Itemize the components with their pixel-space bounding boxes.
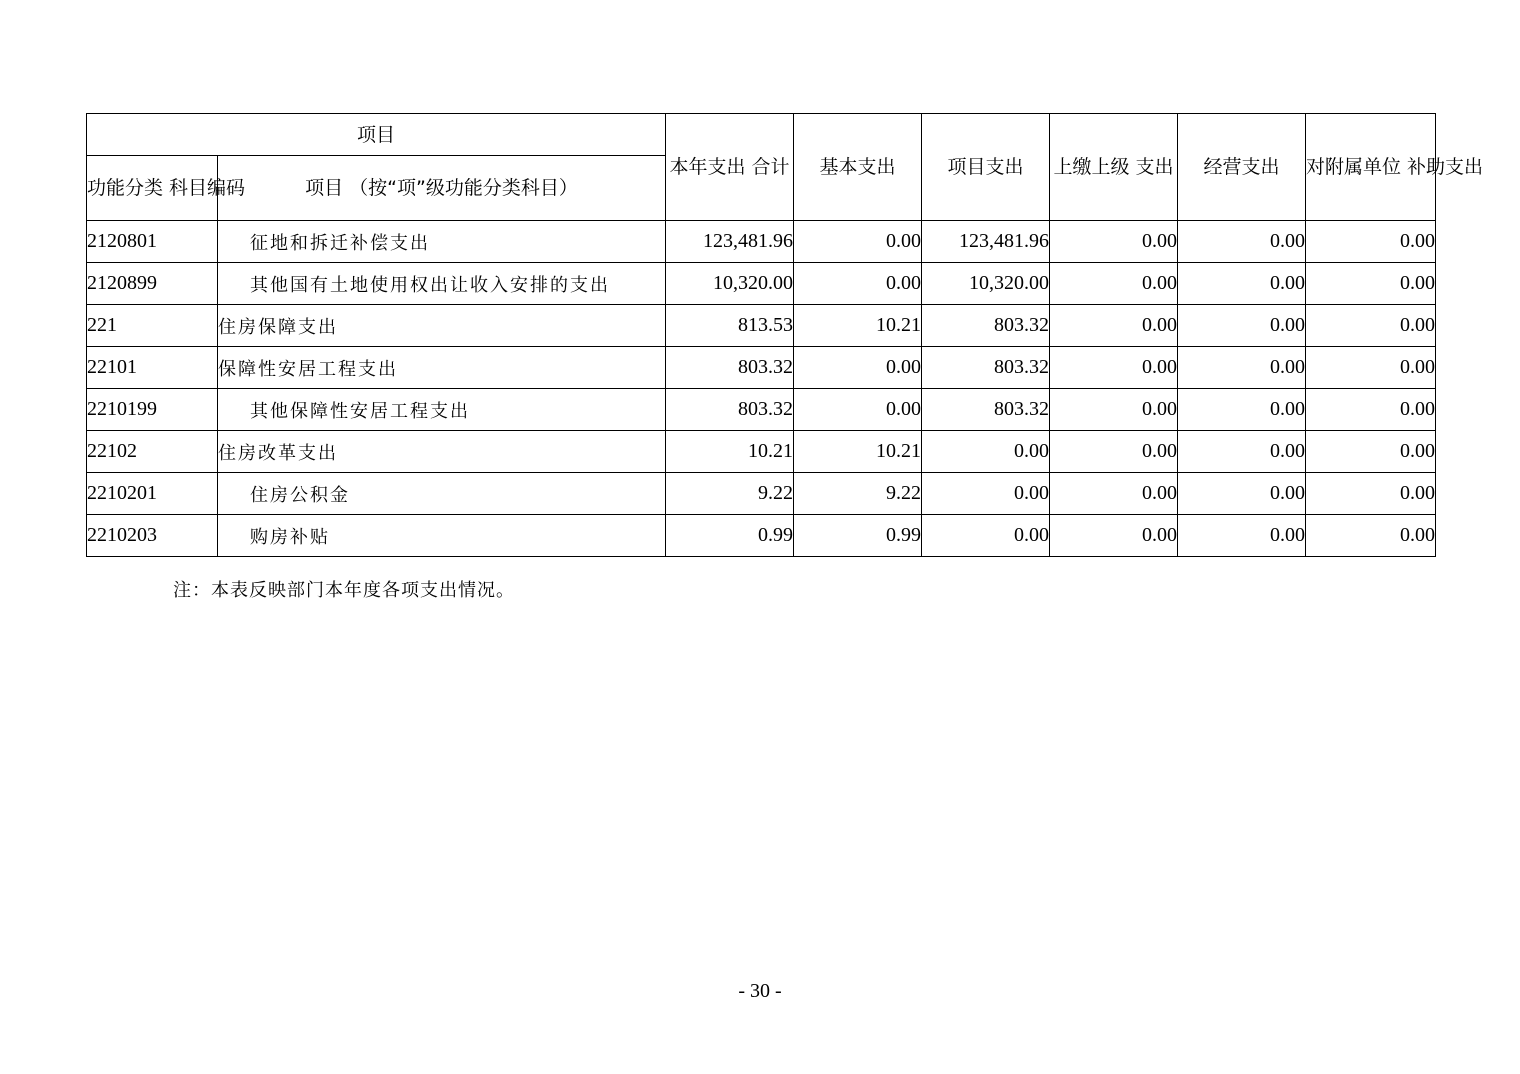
table-row: [87, 515, 1436, 557]
table-row: [87, 305, 1436, 347]
cell-name: 购房补贴: [218, 515, 666, 557]
cell-name: 其他国有土地使用权出让收入安排的支出: [218, 263, 666, 305]
cell-business: 0.00: [1178, 347, 1306, 389]
cell-basic: 0.00: [794, 347, 922, 389]
cell-business: 0.00: [1178, 431, 1306, 473]
header-code: 功能分类 科目编码: [87, 156, 218, 221]
cell-business: 0.00: [1178, 515, 1306, 557]
cell-total: 813.53: [666, 305, 794, 347]
cell-subsidy: 0.00: [1306, 263, 1436, 305]
cell-total: 10.21: [666, 431, 794, 473]
cell-code: 22102: [87, 431, 218, 473]
cell-basic: 10.21: [794, 305, 922, 347]
cell-upper: 0.00: [1050, 221, 1178, 263]
cell-upper: 0.00: [1050, 473, 1178, 515]
cell-name: 住房改革支出: [218, 431, 666, 473]
cell-basic: 0.00: [794, 263, 922, 305]
cell-code: 2210199: [87, 389, 218, 431]
cell-code: 221: [87, 305, 218, 347]
cell-project: 803.32: [922, 347, 1050, 389]
cell-code: 2120801: [87, 221, 218, 263]
header-upper: 上缴上级 支出: [1050, 114, 1178, 221]
cell-basic: 0.00: [794, 389, 922, 431]
cell-basic: 0.99: [794, 515, 922, 557]
cell-total: 0.99: [666, 515, 794, 557]
table-row: [87, 263, 1436, 305]
cell-name: 保障性安居工程支出: [218, 347, 666, 389]
cell-subsidy: 0.00: [1306, 515, 1436, 557]
cell-upper: 0.00: [1050, 263, 1178, 305]
cell-upper: 0.00: [1050, 347, 1178, 389]
cell-business: 0.00: [1178, 221, 1306, 263]
cell-name: 征地和拆迁补偿支出: [218, 221, 666, 263]
header-project-group: 项目: [87, 114, 666, 156]
table-row: [87, 389, 1436, 431]
cell-code: 2210203: [87, 515, 218, 557]
header-name: 项目 （按“项”级功能分类科目）: [218, 156, 666, 221]
expenditure-table: [86, 113, 1484, 557]
cell-total: 123,481.96: [666, 221, 794, 263]
cell-project: 10,320.00: [922, 263, 1050, 305]
cell-subsidy: 0.00: [1306, 305, 1436, 347]
table-row: [87, 221, 1436, 263]
cell-name: 其他保障性安居工程支出: [218, 389, 666, 431]
cell-business: 0.00: [1178, 305, 1306, 347]
header-business: 经营支出: [1178, 114, 1306, 221]
cell-name: 住房公积金: [218, 473, 666, 515]
cell-business: 0.00: [1178, 389, 1306, 431]
cell-name: 住房保障支出: [218, 305, 666, 347]
cell-total: 9.22: [666, 473, 794, 515]
cell-subsidy: 0.00: [1306, 221, 1436, 263]
cell-code: 2210201: [87, 473, 218, 515]
cell-code: 22101: [87, 347, 218, 389]
cell-project: 803.32: [922, 305, 1050, 347]
cell-project: 123,481.96: [922, 221, 1050, 263]
header-basic: 基本支出: [794, 114, 922, 221]
cell-business: 0.00: [1178, 263, 1306, 305]
cell-project: 0.00: [922, 473, 1050, 515]
header-project: 项目支出: [922, 114, 1050, 221]
cell-project: 0.00: [922, 431, 1050, 473]
header-total: 本年支出 合计: [666, 114, 794, 221]
cell-subsidy: 0.00: [1306, 347, 1436, 389]
table-body: [87, 221, 1436, 557]
page-number: - 30 -: [738, 980, 782, 1002]
cell-project: 0.00: [922, 515, 1050, 557]
cell-code: 2120899: [87, 263, 218, 305]
cell-subsidy: 0.00: [1306, 473, 1436, 515]
header-subsidy: 对附属单位 补助支出: [1306, 114, 1436, 221]
table-note: 注：本表反映部门本年度各项支出情况。: [173, 580, 515, 601]
cell-subsidy: 0.00: [1306, 389, 1436, 431]
table-row: [87, 473, 1436, 515]
cell-total: 803.32: [666, 347, 794, 389]
table-header: [87, 114, 1484, 221]
cell-basic: 9.22: [794, 473, 922, 515]
cell-total: 10,320.00: [666, 263, 794, 305]
cell-business: 0.00: [1178, 473, 1306, 515]
cell-upper: 0.00: [1050, 515, 1178, 557]
cell-subsidy: 0.00: [1306, 431, 1436, 473]
cell-basic: 0.00: [794, 221, 922, 263]
cell-total: 803.32: [666, 389, 794, 431]
cell-project: 803.32: [922, 389, 1050, 431]
table-row: [87, 347, 1436, 389]
table-row: [87, 431, 1436, 473]
cell-upper: 0.00: [1050, 431, 1178, 473]
cell-upper: 0.00: [1050, 389, 1178, 431]
cell-basic: 10.21: [794, 431, 922, 473]
cell-upper: 0.00: [1050, 305, 1178, 347]
